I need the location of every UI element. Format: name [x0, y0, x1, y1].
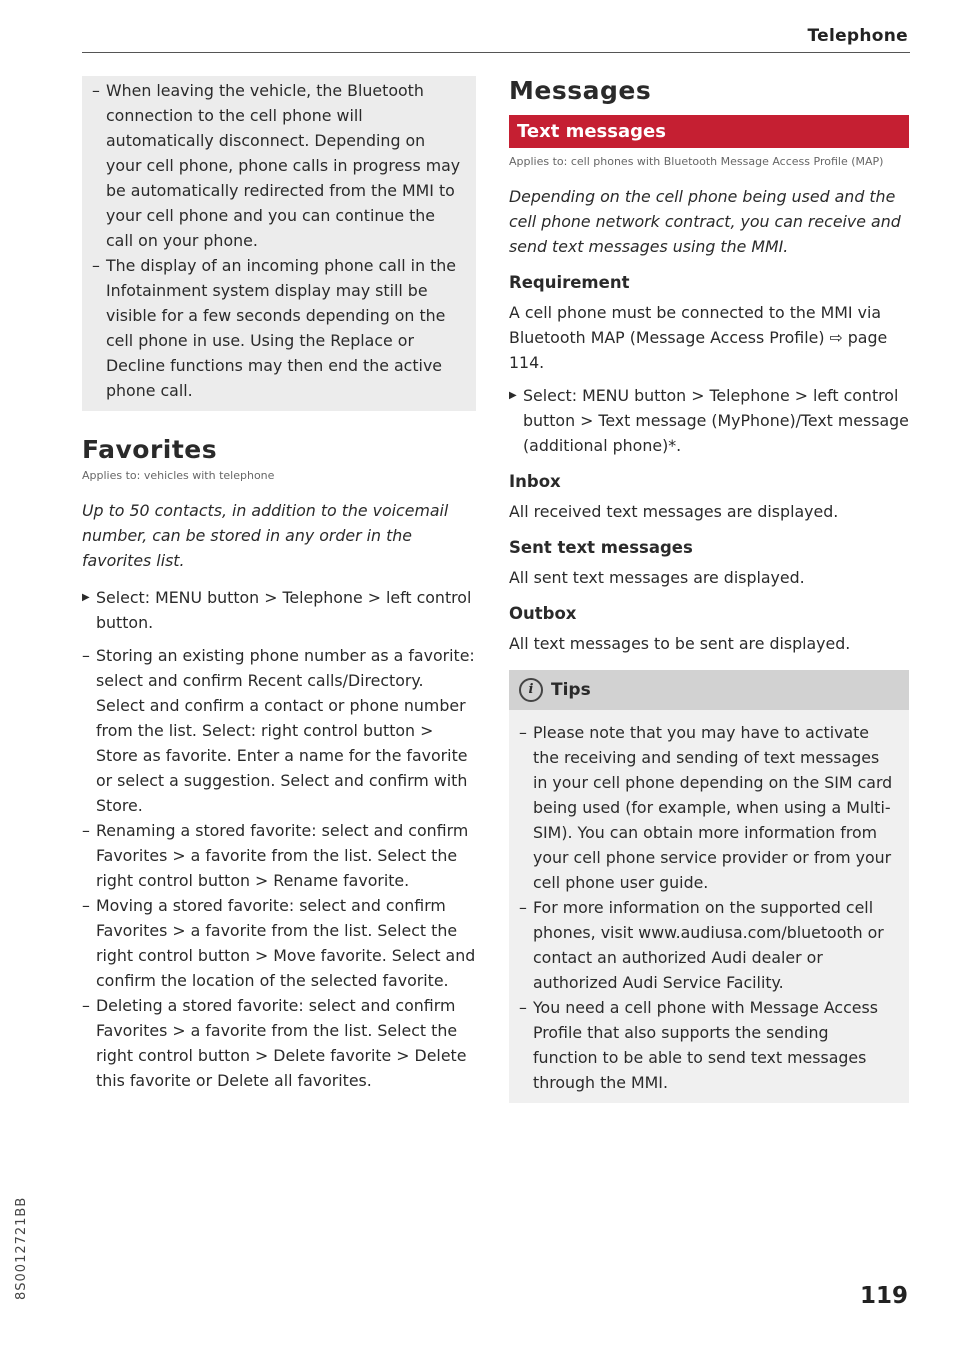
tips-item: – You need a cell phone with Message Access Profile that also supports the sending function to be able to send text messages through the MMI.: [519, 995, 897, 1095]
step-arrow-icon: ▶: [509, 390, 517, 401]
favorites-select-text: Select: MENU button > Telephone > left control button.: [96, 588, 472, 632]
note-box: [82, 76, 476, 411]
tips-body: [509, 710, 909, 1103]
note-item: – The display of an incoming phone call in the Infotainment system display may still be visible for a few seconds depending on the cell phone in use. Using the Replace or Decline functions may then end the active phone call.: [92, 253, 464, 403]
favorites-applies: Applies to: vehicles with telephone: [82, 469, 275, 482]
page-number: 119: [859, 1283, 908, 1309]
document-code: [10, 1170, 32, 1300]
requirement-text: A cell phone must be connected to the MMI via Bluetooth MAP (Message Access Profile) ⇨ page 114.: [509, 303, 888, 372]
right-column: [509, 76, 909, 1103]
favorites-item: – Storing an existing phone number as a favorite: select and confirm Recent calls/Directory. Select and confirm a contact or phone number from the list. Select: right control button > Store as favorite. Enter a name for the favorite or select a suggestion. Select and confirm with Store.: [82, 643, 476, 818]
messages-heading: Messages: [509, 76, 652, 105]
tips-list: [519, 720, 897, 1095]
note-item: – When leaving the vehicle, the Bluetooth connection to the cell phone will automatically disconnect. Depending on your cell phone, phone calls in progress may be automatically redirected from the MMI to your cell phone and you can continue the call on your phone.: [92, 78, 464, 253]
info-icon: i: [519, 678, 543, 702]
favorites-heading: Favorites: [82, 435, 218, 464]
requirement-heading: Requirement: [509, 273, 630, 292]
messages-select-text: Select: MENU button > Telephone > left control button > Text message (MyPhone)/Text message (additional phone)*.: [523, 386, 909, 455]
messages-intro: Depending on the cell phone being used and the cell phone network contract, you can receive and send text messages using the MMI.: [509, 187, 901, 256]
step-arrow-icon: ▶: [82, 592, 90, 603]
tips-box: [509, 670, 909, 1103]
favorites-item: – Moving a stored favorite: select and confirm Favorites > a favorite from the list. Select the right control button > Move favorite. Select and confirm the location of the selected favorite.: [82, 893, 476, 993]
tips-title: Tips: [551, 680, 591, 700]
left-column: [82, 76, 476, 1093]
running-header: Telephone: [807, 26, 908, 46]
favorites-item: – Deleting a stored favorite: select and confirm Favorites > a favorite from the list. Select the right control button > Delete favorite > Delete this favorite or Delete all favorites.: [82, 993, 476, 1093]
messages-select-step: [509, 383, 909, 458]
favorites-select-step: [82, 585, 476, 635]
header-rule: [82, 52, 910, 53]
outbox-heading: Outbox: [509, 604, 577, 623]
document-code-text: 8S0012721BB: [14, 1196, 29, 1300]
sent-heading: Sent text messages: [509, 538, 693, 557]
sent-text: All sent text messages are displayed.: [509, 568, 805, 587]
outbox-text: All text messages to be sent are displayed.: [509, 634, 851, 653]
favorites-item: – Renaming a stored favorite: select and confirm Favorites > a favorite from the list. Select the right control button > Rename favorite.: [82, 818, 476, 893]
inbox-text: All received text messages are displayed.: [509, 502, 839, 521]
note-list: [92, 78, 464, 403]
tips-item: – Please note that you may have to activate the receiving and sending of text messages in your cell phone depending on the SIM card being used (for example, when using a Multi-SIM). You can obtain more information from your cell phone service provider or from your cell phone user guide.: [519, 720, 897, 895]
favorites-list: [82, 643, 476, 1093]
messages-applies: Applies to: cell phones with Bluetooth Message Access Profile (MAP): [509, 155, 884, 168]
text-messages-heading: Text messages: [509, 115, 909, 148]
favorites-intro: Up to 50 contacts, in addition to the voicemail number, can be stored in any order in the favorites list.: [82, 501, 449, 570]
inbox-heading: Inbox: [509, 472, 561, 491]
tips-header: [509, 670, 909, 710]
tips-item: – For more information on the supported cell phones, visit www.audiusa.com/bluetooth or contact an authorized Audi dealer or authorized Audi Service Facility.: [519, 895, 897, 995]
